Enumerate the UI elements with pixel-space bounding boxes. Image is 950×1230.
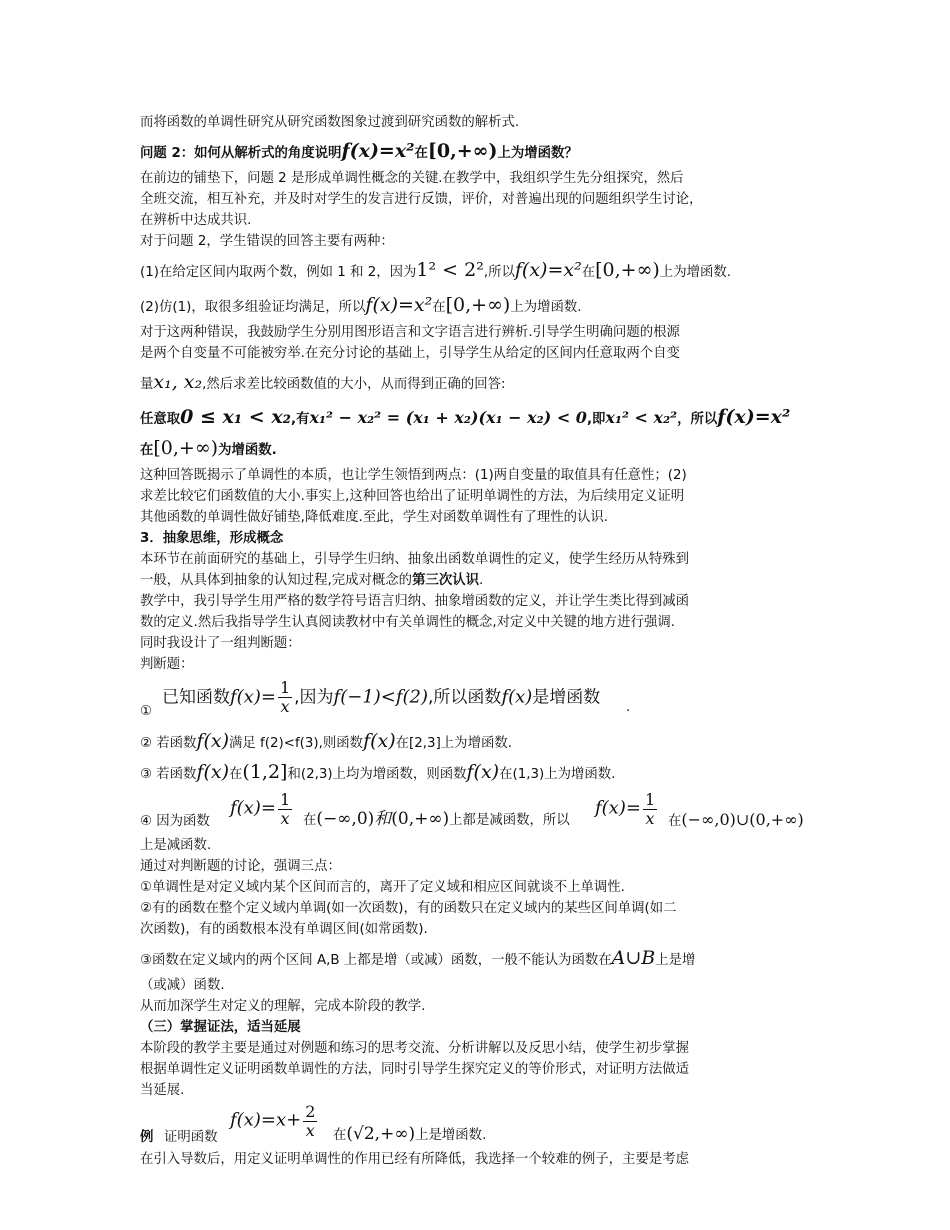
paragraph-line: 从而加深学生对定义的理解，完成本阶段的教学.: [140, 999, 426, 1014]
paragraph-line: （或减）函数.: [140, 978, 225, 993]
formula: f(x)=: [230, 686, 276, 708]
text: 任意取: [140, 412, 181, 427]
interval: (0,+∞): [391, 809, 450, 829]
text: 和(2,3)上均为增函数，则函数: [287, 767, 467, 782]
interval: (1,2]: [242, 761, 288, 783]
paragraph-line: [140, 944, 812, 975]
error-1-line: [140, 256, 812, 287]
formula: A∪B: [611, 947, 656, 969]
text: 上为增函数？: [497, 146, 578, 161]
interval: [0,+∞): [427, 140, 498, 162]
text: 上都是减函数，所以: [449, 813, 570, 828]
paragraph-line: 对于问题 2，学生错误的回答主要有两种：: [140, 234, 394, 249]
paragraph-line: 在引入导数后，用定义证明单调性的作用已经有所降低，我选择一个较难的例子，主要是考虑: [140, 1152, 690, 1167]
denominator: x: [305, 1121, 315, 1140]
paragraph-line: 全班交流，相互补充，并及时对学生的发言进行反馈，评价，对普遍出现的问题组织学生讨论，: [140, 192, 703, 207]
formula: 1² < 2²: [416, 259, 484, 281]
judgment-2: [140, 727, 812, 758]
paragraph-line: ②有的函数在整个定义域内单调(如一次函数)，有的函数只在定义域内的某些区间单调(如二: [140, 901, 677, 916]
paragraph-line: ①单调性是对定义域内某个区间而言的，离开了定义域和相应区间就谈不上单调性.: [140, 880, 625, 895]
text: 已知函数: [162, 687, 230, 708]
paragraph-line: 数的定义.然后我指导学生认真阅读教材中有关单调性的概念,对定义中关键的地方进行强调.: [140, 615, 676, 630]
numerator: 1: [644, 790, 656, 809]
numerator: 2: [305, 1102, 316, 1121]
text: ，所以: [677, 412, 718, 427]
numerator: 1: [279, 790, 291, 809]
and: 和: [374, 809, 392, 829]
fraction: [278, 679, 292, 716]
text: 上是增: [655, 953, 696, 968]
paragraph-line: 本环节在前面研究的基础上，引导学生归纳、抽象出函数单调性的定义，使学生经历从特殊到: [140, 552, 690, 567]
paragraph-line: 根据单调性定义证明函数单调性的方法，同时引导学生探究定义的等价形式，对证明方法做适: [140, 1062, 690, 1077]
judgment-3: [140, 758, 812, 789]
text: 上为增函数.: [510, 300, 582, 315]
period: .: [626, 700, 631, 715]
interval: [0,+∞): [595, 259, 660, 281]
paragraph-line: 其他函数的单调性做好铺垫,降低难度.至此，学生对函数单调性有了理性的认识.: [140, 510, 609, 525]
judgment-1: [140, 675, 812, 723]
item-number: ①: [140, 704, 153, 719]
text: 量: [140, 377, 154, 392]
text-group: [333, 1124, 486, 1146]
interval: (−∞,0): [316, 809, 375, 829]
text: 在: [303, 813, 317, 828]
error-2-line: [140, 291, 812, 322]
paragraph-line: 在辨析中达成共识.: [140, 213, 252, 228]
text: ,因为: [294, 687, 334, 708]
text: ,然后求差比较函数值的大小，从而得到正确的回答:: [202, 377, 506, 392]
paragraph-line: 对于这两种错误，我鼓励学生分别用图形语言和文字语言进行辨析.引导学生明确问题的根源: [140, 325, 680, 340]
text: 在: [668, 814, 682, 829]
fraction: [303, 1103, 317, 1140]
emphasis: 第三次认识: [412, 573, 480, 588]
text: 是增函数: [532, 687, 601, 708]
formula: x₁² < x₂²: [605, 408, 678, 427]
formula: [595, 791, 659, 828]
formula: x₁, x₂: [153, 371, 203, 393]
formula: 0 ≤ x₁ < x₂: [180, 406, 291, 428]
section-heading: （三）掌握证法，适当延展: [140, 1020, 301, 1035]
formula: f(x)=x²: [365, 294, 433, 316]
formula: f(x): [196, 730, 230, 752]
text: ③函数在定义域内的两个区间 A,B 上都是增（或减）函数，一般不能认为函数在: [140, 953, 612, 968]
example-line: [140, 1101, 812, 1149]
text-group: [668, 809, 804, 832]
text-group: [303, 809, 570, 831]
paragraph-line: 这种回答既揭示了单调性的本质，也让学生领悟到两点：(1)两自变量的取值具有任意性；(2): [140, 468, 687, 483]
formula: f(x)=x²: [717, 406, 791, 428]
denominator: x: [280, 697, 290, 716]
text: (2)仿(1)，取很多组验证均满足，所以: [140, 300, 366, 315]
text: 一般，从具体到抽象的认知过程,完成对概念的: [140, 573, 413, 588]
text: 在: [581, 265, 596, 280]
document-page: [140, 112, 812, 1170]
paragraph-line: 在前边的铺垫下，问题 2 是形成单调性概念的关键.在教学中，我组织学生先分组探究，然后: [140, 171, 684, 186]
text: 为增函数.: [218, 443, 277, 458]
formula: f(x): [466, 761, 500, 783]
paragraph-line: [140, 368, 812, 399]
text: ,所以函数: [428, 687, 502, 708]
formula: x₁² − x₂² = (x₁ + x₂)(x₁ − x₂) < 0: [309, 408, 587, 427]
example-label: 例: [140, 1130, 154, 1145]
judgment-1-statement: [162, 679, 600, 716]
formula: f(−1)<f(2): [333, 686, 429, 708]
paragraph-line: 上是减函数.: [140, 838, 212, 853]
section-heading: 3．抽象思维，形成概念: [140, 531, 284, 546]
formula: f(x)=: [230, 797, 276, 819]
formula: f(x)=x+: [230, 1109, 302, 1131]
question-2-heading: [140, 137, 812, 168]
text: 上为增函数.: [659, 265, 732, 280]
paragraph-line: 教学中，我引导学生用严格的数学符号语言归纳、抽象增函数的定义，并让学生类比得到减函: [140, 594, 690, 609]
interval: (−∞,0)∪(0,+∞): [681, 810, 804, 829]
formula: [230, 1103, 319, 1140]
fraction: [643, 791, 657, 828]
paragraph-line: 通过对判断题的讨论，强调三点：: [140, 859, 341, 874]
paragraph-line: 求差比较它们函数值的大小.事实上,这种回答也给出了证明单调性的方法，为后续用定义证明: [140, 489, 685, 504]
text: ,有: [291, 412, 310, 427]
formula: f(x): [363, 730, 396, 752]
text: 在: [333, 1128, 347, 1143]
denominator: x: [645, 809, 655, 828]
interval: [0,+∞): [445, 294, 511, 316]
text: ,即: [586, 412, 606, 427]
text: ② 若函数: [140, 736, 197, 751]
text: 在: [432, 300, 446, 315]
paragraph-line: [140, 570, 812, 591]
text: ,所以: [483, 265, 515, 280]
correct-answer-line: [140, 434, 812, 465]
fraction: [278, 791, 292, 828]
formula: f(x): [196, 761, 230, 783]
text: 上是增函数.: [415, 1128, 487, 1143]
formula: f(x)=: [595, 797, 641, 819]
text: 问题 2：如何从解析式的角度说明: [140, 146, 342, 161]
paragraph-line: 同时我设计了一组判断题：: [140, 636, 301, 651]
text: (1)在给定区间内取两个数，例如 1 和 2，因为: [140, 265, 417, 280]
paragraph-line: 而将函数的单调性研究从研究函数图象过渡到研究函数的解析式.: [140, 115, 520, 130]
text: 在(1,3)上为增函数.: [499, 767, 616, 782]
text: 在: [414, 146, 428, 161]
text: ③ 若函数: [140, 767, 197, 782]
text: 在: [229, 767, 243, 782]
formula: f(x)=x²: [514, 259, 582, 281]
text: ④ 因为函数: [140, 814, 210, 829]
text: 在[2,3]上为增函数.: [395, 736, 512, 751]
interval: (√2,+∞): [346, 1124, 416, 1144]
paragraph-line: 当延展.: [140, 1083, 185, 1098]
numerator: 1: [279, 678, 291, 697]
formula: f(x): [501, 686, 533, 708]
text: .: [479, 573, 484, 588]
judgment-4: [140, 789, 812, 835]
interval: [0,+∞): [153, 437, 219, 459]
denominator: x: [280, 809, 290, 828]
text: 在: [140, 443, 154, 458]
text: 证明函数: [164, 1130, 218, 1145]
paragraph-line: 判断题：: [140, 657, 194, 672]
formula: f(x)=x²: [341, 140, 415, 162]
formula: [230, 791, 294, 828]
paragraph-line: 本阶段的教学主要是通过对例题和练习的思考交流、分析讲解以及反思小结，使学生初步掌握: [140, 1041, 690, 1056]
correct-answer-line: [140, 403, 812, 434]
paragraph-line: 是两个自变量不可能被穷举.在充分讨论的基础上，引导学生从给定的区间内任意取两个自变: [140, 346, 680, 361]
text: 满足 f(2)<f(3),则函数: [229, 736, 364, 751]
paragraph-line: 次函数)，有的函数根本没有单调区间(如常函数).: [140, 922, 428, 937]
